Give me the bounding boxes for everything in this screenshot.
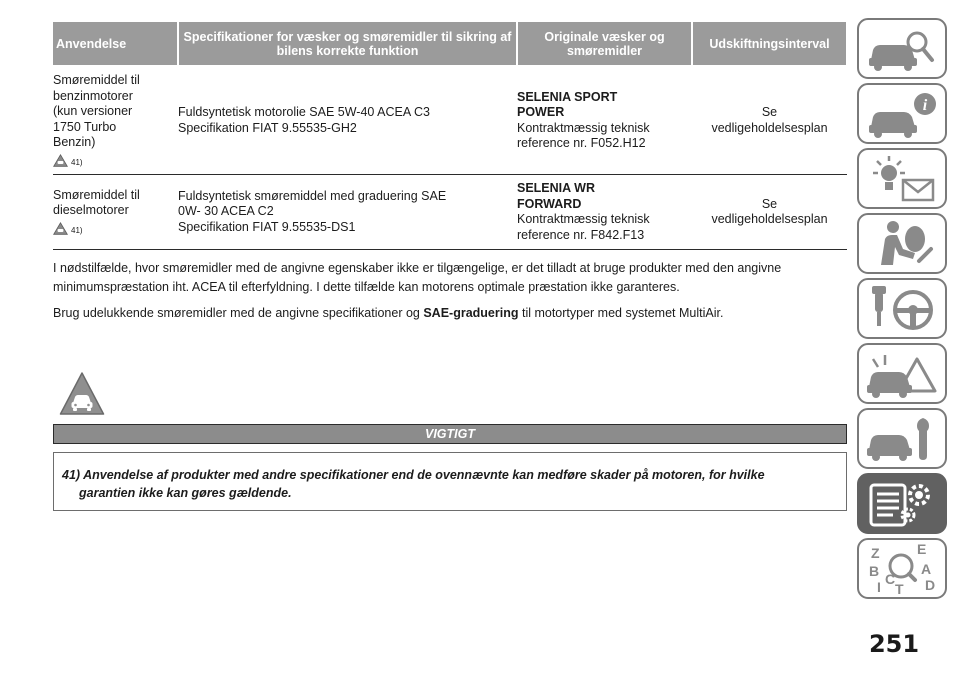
car-warning-icon bbox=[58, 370, 106, 418]
tab-car-info[interactable] bbox=[857, 83, 947, 144]
usage-line: Smøremiddel til bbox=[53, 187, 140, 202]
cell-usage bbox=[53, 175, 178, 250]
table-row bbox=[53, 175, 847, 250]
warning-reference bbox=[53, 153, 178, 169]
warning-box bbox=[53, 452, 847, 511]
usage-line: 1750 Turbo bbox=[53, 119, 117, 134]
header-usage: Anvendelse bbox=[53, 22, 178, 66]
warning-title-bar: VIGTIGT bbox=[53, 424, 847, 444]
emergency-paragraph: I nødstilfælde, hvor smøremidler med de angivne egenskaber ikke er tilgængelige, er det tilladt at bruge produkter med den angivne minimumspræstation iht. ACEA til efterfyldning. I dette tilfælde kan motorens optimale præstation ikke garanteres. bbox=[53, 261, 782, 294]
footnote-ref: 41) bbox=[71, 157, 83, 167]
cell-usage bbox=[53, 66, 178, 175]
tab-emergency[interactable] bbox=[857, 343, 947, 404]
header-interval: Udskiftningsinterval bbox=[692, 22, 847, 66]
car-info-icon bbox=[859, 85, 945, 142]
tab-safety[interactable] bbox=[857, 213, 947, 274]
paragraph-text: Brug udelukkende smøremidler med de angivne specifikationer og bbox=[53, 306, 424, 320]
usage-line: benzinmotorer bbox=[53, 88, 133, 103]
airbag-icon bbox=[859, 215, 945, 272]
cell-product bbox=[517, 175, 692, 250]
tab-index[interactable] bbox=[857, 538, 947, 599]
product-name: SELENIA WR bbox=[517, 181, 596, 195]
car-search-icon bbox=[859, 20, 945, 77]
index-letter: T bbox=[895, 581, 904, 597]
cell-product bbox=[517, 66, 692, 175]
product-reference: reference nr. F842.F13 bbox=[517, 227, 645, 242]
paragraph-bold: SAE-graduering bbox=[423, 306, 519, 320]
index-letter: A bbox=[921, 561, 932, 577]
cell-interval bbox=[692, 175, 847, 250]
emergency-icon bbox=[859, 345, 945, 402]
interval-line: Se bbox=[761, 105, 778, 119]
cell-specification bbox=[178, 175, 517, 250]
multiair-paragraph bbox=[53, 304, 847, 323]
tab-starting-driving[interactable] bbox=[857, 278, 947, 339]
svg-text:i: i bbox=[922, 97, 928, 114]
usage-line: Benzin) bbox=[53, 135, 96, 149]
index-letter: C bbox=[885, 571, 896, 587]
usage-line: (kun versioner bbox=[53, 104, 133, 118]
spec-line: Fuldsyntetisk smøremiddel med graduering SAE bbox=[178, 188, 447, 203]
interval-line: vedligeholdelsesplan bbox=[711, 120, 828, 135]
usage-line: Smøremiddel til bbox=[53, 73, 140, 87]
paragraph-text: til motortyper med systemet MultiAir. bbox=[518, 306, 724, 320]
spec-line: Fuldsyntetisk motorolie SAE 5W-40 ACEA C3 bbox=[178, 105, 430, 119]
product-reference: Kontraktmæssig teknisk bbox=[517, 120, 650, 135]
alphabetical-index-icon bbox=[859, 540, 945, 597]
index-letter: D bbox=[925, 577, 936, 593]
usage-line: dieselmotorer bbox=[53, 203, 129, 218]
product-name: SELENIA SPORT bbox=[517, 89, 618, 104]
index-letter: I bbox=[877, 579, 881, 595]
warning-reference bbox=[53, 221, 178, 237]
product-reference: Kontraktmæssig teknisk bbox=[517, 212, 650, 226]
index-letter: B bbox=[869, 563, 880, 579]
technical-data-icon bbox=[859, 475, 945, 532]
cell-specification bbox=[178, 66, 517, 175]
page-number: 251 bbox=[868, 630, 920, 658]
car-maintenance-icon bbox=[859, 410, 945, 467]
product-name: FORWARD bbox=[517, 196, 582, 211]
cell-interval bbox=[692, 66, 847, 175]
tab-technical-data[interactable] bbox=[857, 473, 947, 534]
warning-triangle-icon bbox=[53, 222, 68, 235]
table-header-row bbox=[53, 22, 847, 66]
steering-wheel-icon bbox=[859, 280, 945, 337]
tab-knowing-car[interactable] bbox=[857, 18, 947, 79]
lubricant-table bbox=[53, 22, 848, 250]
warning-lights-icon bbox=[859, 150, 945, 207]
warning-text: garantien ikke kan gøres gældende. bbox=[79, 486, 292, 500]
product-reference: reference nr. F052.H12 bbox=[517, 136, 646, 150]
table-row bbox=[53, 66, 847, 175]
tab-maintenance[interactable] bbox=[857, 408, 947, 469]
header-original-fluids: Originale væsker og smøremidler bbox=[517, 22, 692, 66]
tab-warning-lights[interactable] bbox=[857, 148, 947, 209]
spec-line: 0W- 30 ACEA C2 bbox=[178, 204, 274, 219]
warning-triangle-icon bbox=[53, 154, 68, 167]
main-content bbox=[53, 22, 847, 323]
footnote-ref: 41) bbox=[71, 225, 83, 235]
warning-text: 41) Anvendelse af produkter med andre specifikationer end de ovennævnte kan medføre skader på motoren, for hvilke bbox=[62, 468, 765, 482]
interval-line: Se bbox=[761, 196, 778, 211]
interval-line: vedligeholdelsesplan bbox=[711, 212, 828, 226]
spec-line: Specifikation FIAT 9.55535-DS1 bbox=[178, 219, 356, 234]
chapter-sidebar bbox=[857, 18, 949, 603]
index-letter: E bbox=[917, 541, 927, 557]
spec-line: Specifikation FIAT 9.55535-GH2 bbox=[178, 120, 357, 135]
index-letter: Z bbox=[871, 545, 880, 561]
product-name: POWER bbox=[517, 105, 565, 119]
header-specification: Specifikationer for væsker og smøremidler til sikring af bilens korrekte funktion bbox=[178, 22, 517, 66]
